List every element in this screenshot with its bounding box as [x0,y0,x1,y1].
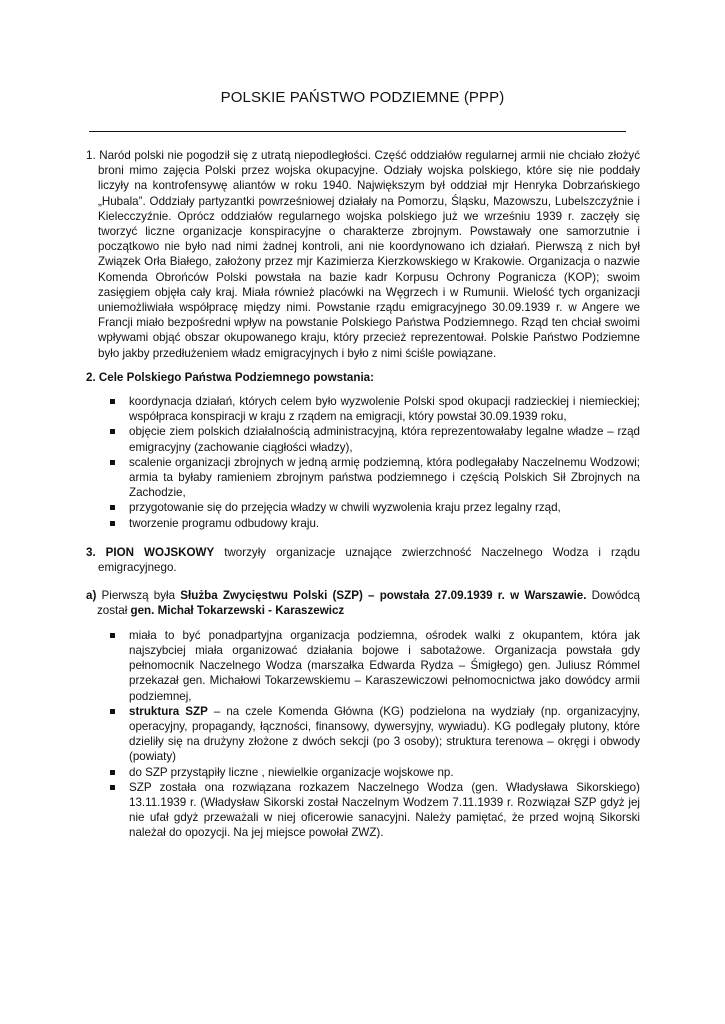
section-a-label: a) [86,589,97,603]
list-item [129,704,640,765]
list-item: koordynacja działań, których celem było wyzwolenie Polski spod okupacji radzieckiej i niemieckiej; współpraca konspiracji w kraju z rządem na emigracji, który powstał 30.09.1939 roku, [129,395,640,424]
section-a-list [86,628,640,841]
list-item: objęcie ziem polskich działalnością administracyjną, która reprezentowałaby legalne władze – rząd emigracyjny (zachowanie ciągłości władzy), [129,425,640,454]
section-3-paragraph [86,545,640,575]
list-item: przygotowanie się do przejęcia władzy w chwili wyzwolenia kraju przez legalny rząd, [129,500,640,515]
list-item-text: do SZP przystąpiły liczne , niewielkie organizacje wojskowe np. [129,765,454,779]
title-underline [89,131,626,132]
section-a-commander: gen. Michał Tokarzewski - Karaszewicz [130,604,345,618]
section-a-intro: Pierwszą była [96,589,181,603]
list-item [129,765,640,780]
section-3-text: tworzyły organizacje uznające zwierzchność Naczelnego Wodza i rządu emigracyjnego. [98,545,640,575]
section-a-mid: Dowódcą został [97,589,640,618]
list-item-text: miała to być ponadpartyjna organizacja podziemna, ośrodek walki z okupantem, która jak najszybciej miała organizować działania bojowe i sabotażowe. Organizacja powstała gdy pełnomocnik Naczelnego Wodza (marszałka Edwarda Rydza – Śmigłego) gen. Juliusz Rómmel przekazał gen. Michałowi Tokarzewskiemu – Karaszewiczowi pełnomocnictwa jako dowódcy armii podziemnej, [129,628,640,703]
document-title: POLSKIE PAŃSTWO PODZIEMNE (PPP) [220,89,505,106]
list-item-text: – na czele Komenda Główna (KG) podzielona na wydziały (np. organizacyjny, operacyjny, propagandy, łączności, finansowy, dywersyjny, wywiadu). KG podlegały plutony, które dzieliły się na drużyny złożone z dwóch sekcji (po 3 osoby); struktura terenowa – okręgi i obwody (powiaty) [129,704,640,764]
section-a-org: Służba Zwycięstwu Polski (SZP) – powstała 27.09.1939 r. w Warszawie. [180,589,587,603]
document-body [86,148,640,841]
section-1-paragraph: 1. Naród polski nie pogodził się z utratą niepodległości. Część oddziałów regularnej armii nie chciało złożyć broni mimo zajęcia Polski przez wojska okupacyjne. Odziały wojska polskiego, które się nie poddały liczyły na kontrofensywę aliantów w roku 1940. Największym był oddział mjr Henryka Dobrzańskiego „Hubala”. Oddziały partyzantki powrześniowej działały na Pomorzu, Śląsku, Mazowszu, Lubelszczyźnie i Kielecczyźnie. Oprócz oddziałów regularnego wojska polskiego już we wrześniu 1939 r. zaczęły się tworzyć liczne organizacje konspiracyjne o charakterze zbrojnym. Powstawały one samorzutnie i początkowo nie było nad nimi żadnej kontroli, ani nie koordynowano ich działań. Pierwszą z nich był Związek Orła Białego, założony przez mjr Kazimierza Kierzkowskiego w Krakowie. Organizacja o nazwie Komenda Obrońców Polski powstała na bazie kadr Korpusu Ochrony Pogranicza (KOP); swoim zasięgiem objęła cały kraj. Miała również placówki na Węgrzech i w Rumunii. Wielość tych organizacji uniemożliwiała współpracę między nimi. Powstanie rządu emigracyjnego 30.09.1939 r. w Angere we Francji miało bezpośredni wpływ na powstanie Polskiego Państwa Podziemnego. Rząd ten chciał swoimi wpływami objąć obszar okupowanego kraju, który przecież reprezentował. Polskie Państwo Podziemne było jakby przedłużeniem władz emigracyjnych i było z nimi ściśle powiązane. [86,149,640,360]
list-item: scalenie organizacji zbrojnych w jedną armię podziemną, która podlegałaby Naczelnemu Wodzowi; armia ta byłaby ramieniem zbrojnym państwa podziemnego i częścią Polskich Sił Zbrojnych na Zachodzie, [129,455,640,500]
list-item: tworzenie programu odbudowy kraju. [129,516,640,531]
list-item [129,628,640,704]
section-2-heading: 2. Cele Polskiego Państwa Podziemnego powstania: [86,370,374,384]
list-item-text: SZP została ona rozwiązana rozkazem Naczelnego Wodza (gen. Władysława Sikorskiego) 13.11.1939 r. (Władysław Sikorski został Naczelnym Wodzem 7.11.1939 r. Rozwiązał SZP gdyż jej nie ufał gdyż przeważali w niej oficerowie sanacyjni. Należy pamiętać, że przed wojną Sikorski należał do opozycji. Na jej miejsce powołał ZWZ). [129,780,640,840]
list-item [129,780,640,841]
section-2-list [86,394,640,531]
section-3-heading: 3. PION WOJSKOWY [86,545,215,559]
list-item-bold: struktura SZP [129,704,208,718]
section-a-paragraph [86,588,640,618]
